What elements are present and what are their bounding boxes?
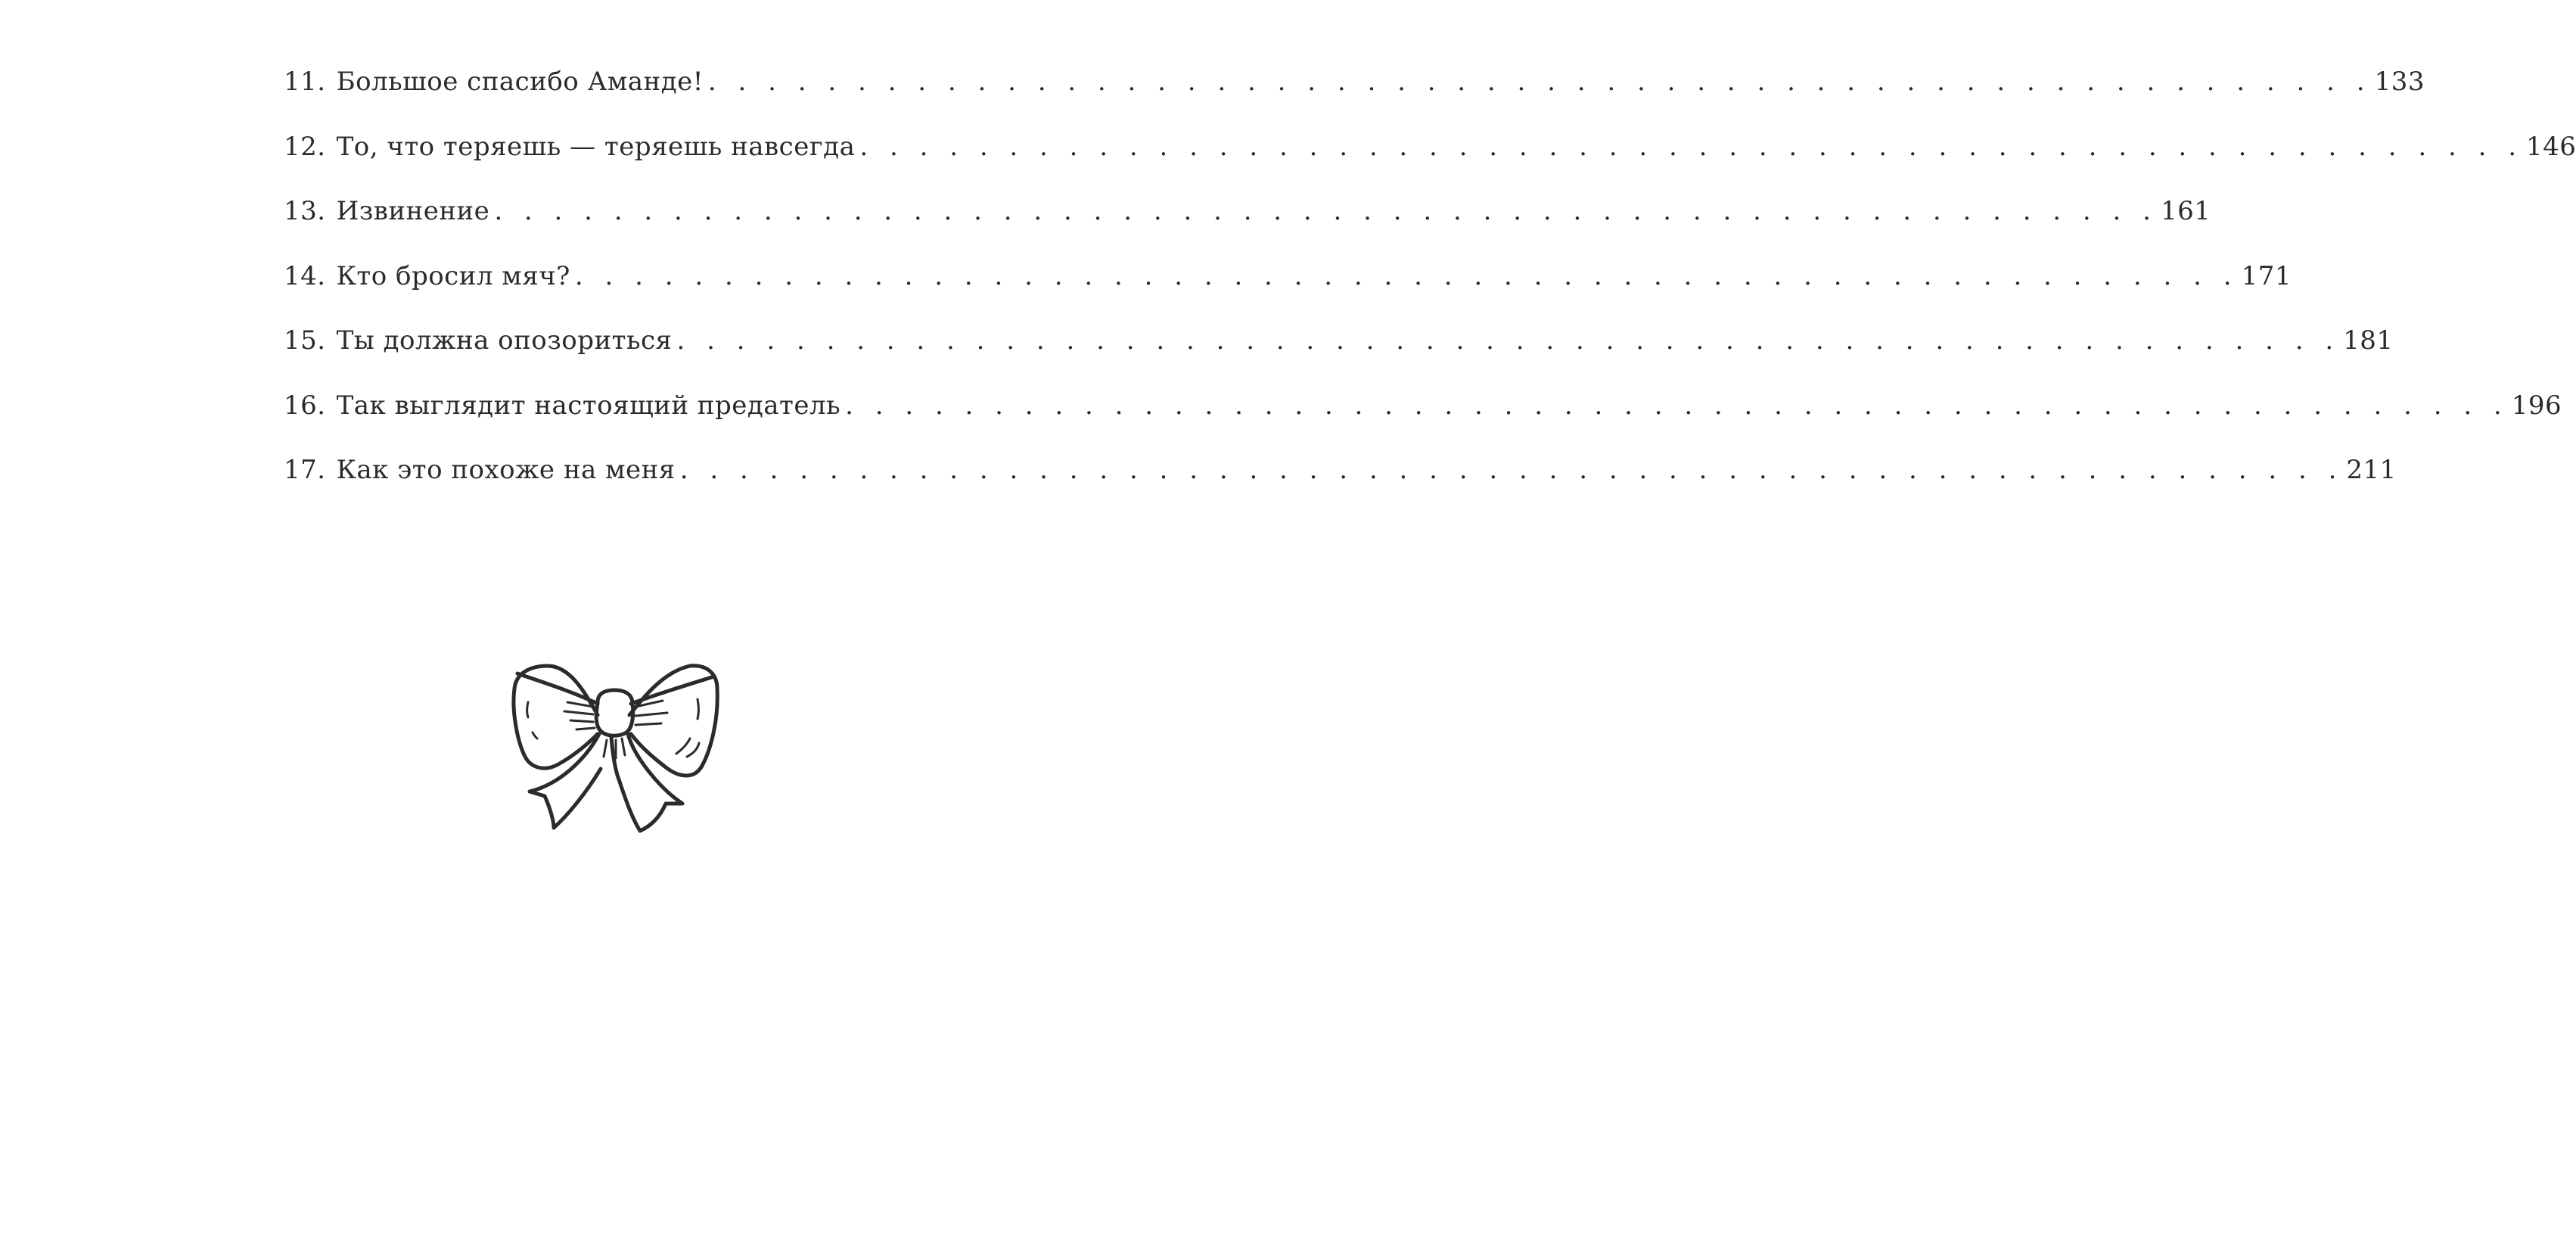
dot-leader: . . . . . . . . . . . . . . . . . . . . . . . . . . . . . . . . . . . . . . . . . . . . . . . . . . . . . . . . (845, 390, 2509, 421)
toc-entry-number: 12. (284, 131, 326, 162)
toc-entry-17 (284, 455, 2397, 520)
toc-entry-page: 181 (2343, 325, 2394, 356)
dot-leader: . . . . . . . . . . . . . . . . . . . . . . . . . . . . . . . . . . . . . . . . . . . . . . . . . . . . . . . . (676, 325, 2341, 356)
toc-entry-title: То, что теряешь — теряешь навсегда (336, 131, 856, 162)
dot-leader: . . . . . . . . . . . . . . . . . . . . . . . . . . . . . . . . . . . . . . . . . . . . . . . . . . . . . . . . (574, 260, 2239, 291)
dot-leader: . . . . . . . . . . . . . . . . . . . . . . . . . . . . . . . . . . . . . . . . . . . . . . . . . . . . . . . . (494, 196, 2158, 226)
toc-entry-title: Извинение (336, 196, 490, 226)
toc-entry-title: Ты должна опозориться (336, 325, 673, 356)
toc-entry-number: 14. (284, 260, 326, 291)
dot-leader: . . . . . . . . . . . . . . . . . . . . . . . . . . . . . . . . . . . . . . . . . . . . . . . . . . . . . . . . (859, 131, 2524, 162)
toc-entry-number: 11. (284, 67, 326, 97)
toc-entry-page: 171 (2241, 260, 2292, 291)
toc-entry-number: 17. (284, 455, 326, 485)
toc-entry-13 (284, 196, 2211, 261)
toc-entry-11 (284, 67, 2425, 132)
table-of-contents (284, 67, 2576, 520)
toc-entry-number: 15. (284, 325, 326, 356)
toc-entry-page: 146 (2526, 131, 2576, 162)
toc-entry-16 (284, 390, 2562, 456)
toc-entry-number: 13. (284, 196, 326, 226)
toc-entry-page: 211 (2346, 455, 2397, 485)
toc-entry-12 (284, 131, 2576, 197)
toc-entry-title: Так выглядит настоящий предатель (336, 390, 841, 421)
dot-leader: . . . . . . . . . . . . . . . . . . . . . . . . . . . . . . . . . . . . . . . . . . . . . . . . . . . . . . . . (707, 67, 2372, 97)
toc-entry-title: Большое спасибо Аманде! (336, 67, 704, 97)
toc-entry-title: Как это похоже на меня (336, 455, 676, 485)
toc-entry-number: 16. (284, 390, 326, 421)
toc-entry-page: 196 (2511, 390, 2562, 421)
toc-entry-page: 161 (2160, 196, 2211, 226)
bow-icon (508, 643, 723, 834)
toc-entry-15 (284, 325, 2394, 390)
toc-entry-title: Кто бросил мяч? (336, 260, 570, 291)
toc-entry-14 (284, 260, 2292, 326)
toc-entry-page: 133 (2374, 67, 2425, 97)
dot-leader: . . . . . . . . . . . . . . . . . . . . . . . . . . . . . . . . . . . . . . . . . . . . . . . . . . . . . . . . (679, 455, 2344, 485)
